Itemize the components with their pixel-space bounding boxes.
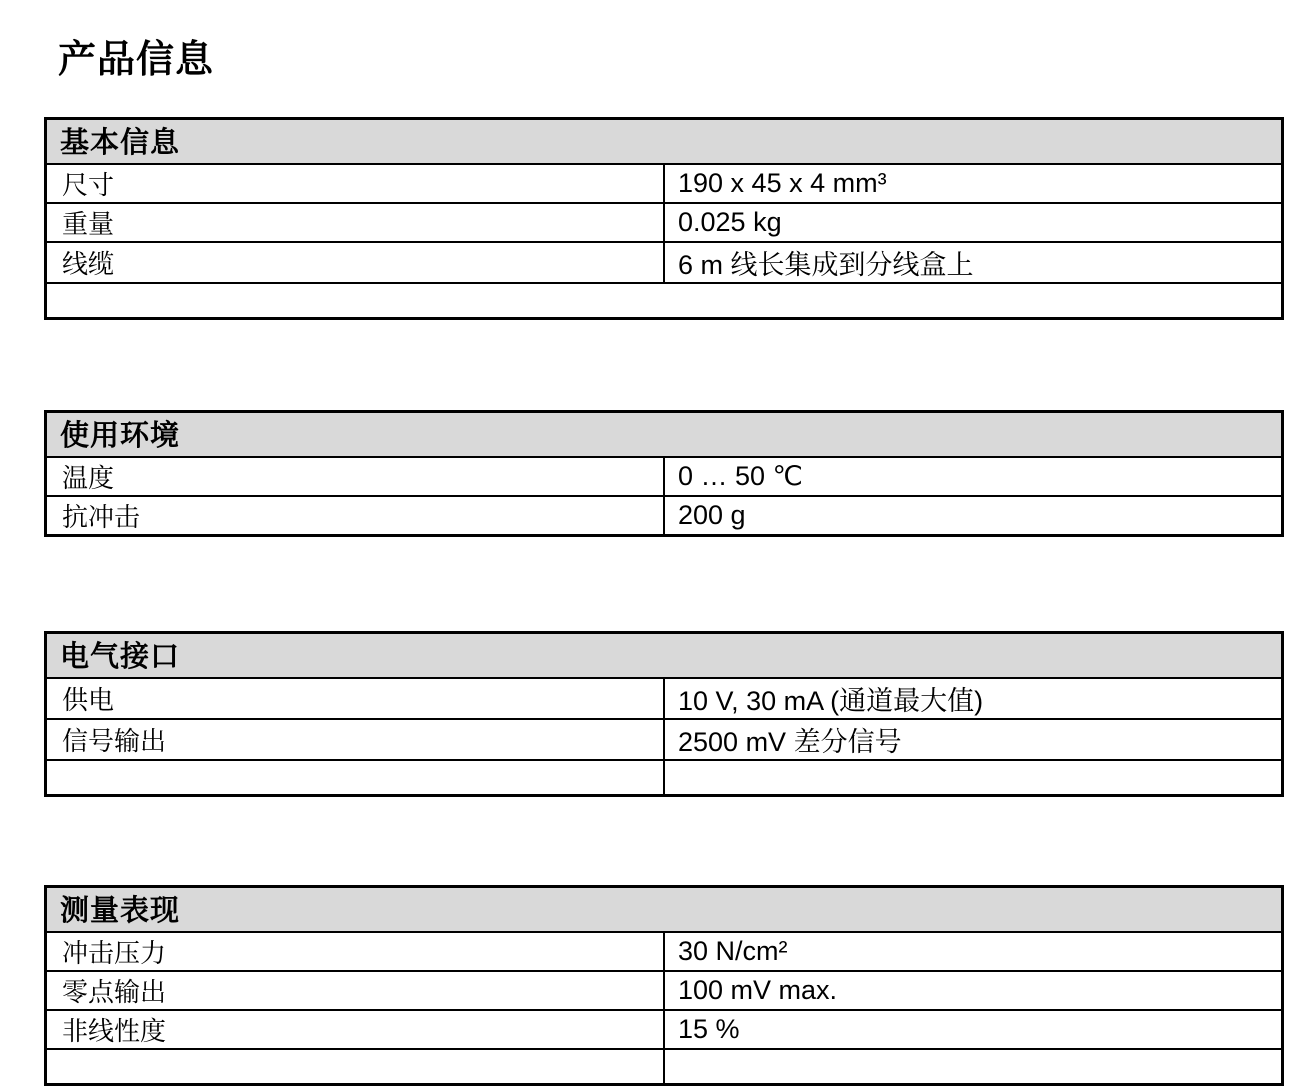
row-value-zero-output: 100 mV max. <box>664 971 1283 1010</box>
table-operating-environment <box>44 410 1284 537</box>
row-value-impact-pressure: 30 N/cm² <box>664 932 1283 971</box>
table-basic-info-header: 基本信息 <box>46 119 1283 165</box>
row-value-signal-output: 2500 mV 差分信号 <box>664 719 1283 760</box>
table-operating-environment-header: 使用环境 <box>46 412 1283 458</box>
empty-cell <box>46 283 1283 319</box>
table-row <box>46 719 1283 760</box>
row-label-nonlinearity: 非线性度 <box>46 1010 665 1049</box>
row-label-weight: 重量 <box>46 203 665 242</box>
table-row-empty <box>46 1049 1283 1085</box>
table-row-empty <box>46 760 1283 796</box>
row-label-signal-output: 信号输出 <box>46 719 665 760</box>
table-row <box>46 932 1283 971</box>
empty-cell <box>664 760 1283 796</box>
row-label-power-supply: 供电 <box>46 678 665 719</box>
empty-cell <box>46 760 665 796</box>
row-label-temperature: 温度 <box>46 457 665 496</box>
empty-cell <box>664 1049 1283 1085</box>
table-row-empty <box>46 283 1283 319</box>
table-row <box>46 164 1283 203</box>
table-electrical-interface-header: 电气接口 <box>46 633 1283 679</box>
row-label-shock-resistance: 抗冲击 <box>46 496 665 536</box>
row-label-zero-output: 零点输出 <box>46 971 665 1010</box>
table-measurement-performance-header: 测量表现 <box>46 887 1283 933</box>
table-header-row <box>46 119 1283 165</box>
table-row <box>46 971 1283 1010</box>
table-row <box>46 678 1283 719</box>
table-row <box>46 457 1283 496</box>
row-value-cable: 6 m 线长集成到分线盒上 <box>664 242 1283 283</box>
row-value-temperature: 0 … 50 ℃ <box>664 457 1283 496</box>
table-row <box>46 203 1283 242</box>
row-label-cable: 线缆 <box>46 242 665 283</box>
table-basic-info <box>44 117 1284 320</box>
table-row <box>46 1010 1283 1049</box>
table-electrical-interface <box>44 631 1284 797</box>
row-value-shock-resistance: 200 g <box>664 496 1283 536</box>
row-label-impact-pressure: 冲击压力 <box>46 932 665 971</box>
table-measurement-performance <box>44 885 1284 1086</box>
row-value-power-supply: 10 V, 30 mA (通道最大值) <box>664 678 1283 719</box>
row-value-weight: 0.025 kg <box>664 203 1283 242</box>
table-header-row <box>46 887 1283 933</box>
row-value-dimensions: 190 x 45 x 4 mm³ <box>664 164 1283 203</box>
table-header-row <box>46 412 1283 458</box>
table-row <box>46 242 1283 283</box>
row-value-nonlinearity: 15 % <box>664 1010 1283 1049</box>
page-title: 产品信息 <box>58 36 215 81</box>
table-header-row <box>46 633 1283 679</box>
empty-cell <box>46 1049 665 1085</box>
row-label-dimensions: 尺寸 <box>46 164 665 203</box>
table-row <box>46 496 1283 536</box>
